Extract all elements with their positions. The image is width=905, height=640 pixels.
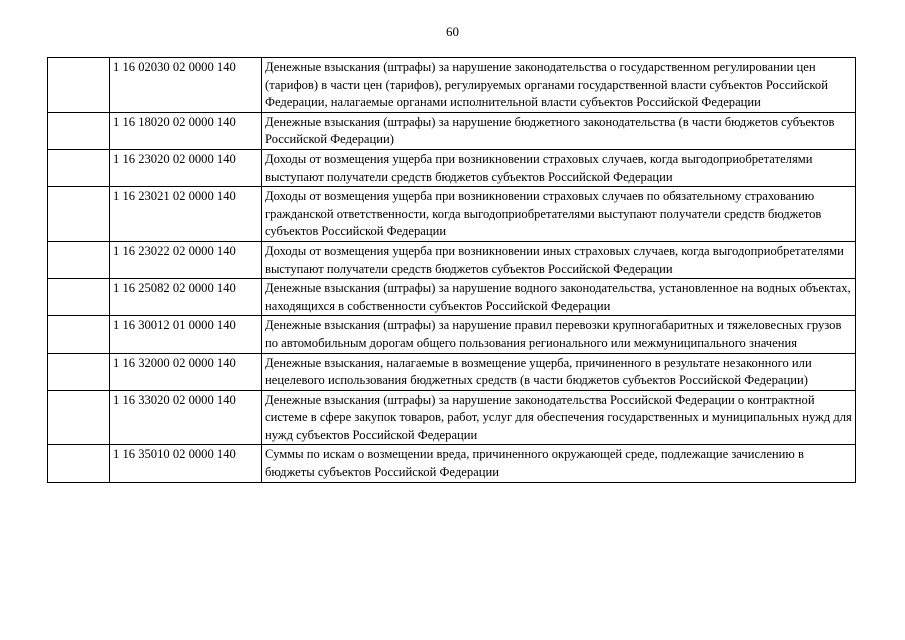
admin-code-cell	[48, 58, 110, 113]
revenue-name-cell: Доходы от возмещения ущерба при возникновении иных страховых случаев, когда выгодоприобретателями выступают получатели средств бюджетов субъектов Российской Федерации	[262, 241, 856, 278]
revenue-name-cell: Доходы от возмещения ущерба при возникновении страховых случаев по обязательному страхованию гражданской ответственности, когда выгодоприобретателями выступают получатели средств бюджетов субъектов Российской Федерации	[262, 187, 856, 242]
table-row	[48, 353, 856, 390]
revenue-name-cell: Денежные взыскания (штрафы) за нарушение законодательства Российской Федерации о контрактной системе в сфере закупок товаров, работ, услуг для обеспечения государственных и муниципальных нужд для нужд субъектов Российской Федерации	[262, 390, 856, 445]
page-number: 60	[446, 24, 459, 39]
revenue-code-cell: 1 16 33020 02 0000 140	[110, 390, 262, 445]
revenue-code-cell: 1 16 32000 02 0000 140	[110, 353, 262, 390]
revenue-code-cell: 1 16 02030 02 0000 140	[110, 58, 262, 113]
table-row	[48, 187, 856, 242]
revenue-name-cell: Денежные взыскания (штрафы) за нарушение водного законодательства, установленное на водных объектах, находящихся в собственности субъектов Российской Федерации	[262, 279, 856, 316]
admin-code-cell	[48, 187, 110, 242]
revenue-codes-table	[47, 57, 856, 483]
revenue-code-cell: 1 16 35010 02 0000 140	[110, 445, 262, 482]
admin-code-cell	[48, 241, 110, 278]
revenue-code-cell: 1 16 18020 02 0000 140	[110, 112, 262, 149]
table-row	[48, 112, 856, 149]
table-row	[48, 316, 856, 353]
revenue-name-cell: Денежные взыскания, налагаемые в возмещение ущерба, причиненного в результате незаконного или нецелевого использования бюджетных средств (в части бюджетов субъектов Российской Федерации)	[262, 353, 856, 390]
table-row	[48, 445, 856, 482]
revenue-name-cell: Денежные взыскания (штрафы) за нарушение законодательства о государственном регулировании цен (тарифов) в части цен (тарифов), регулируемых органами государственной власти субъектов Российской Федерации, налагаемые органами исполнительной власти субъектов Российской Федерации	[262, 58, 856, 113]
admin-code-cell	[48, 445, 110, 482]
admin-code-cell	[48, 279, 110, 316]
revenue-code-cell: 1 16 23020 02 0000 140	[110, 149, 262, 186]
table-row	[48, 241, 856, 278]
revenue-code-cell: 1 16 23022 02 0000 140	[110, 241, 262, 278]
revenue-code-cell: 1 16 25082 02 0000 140	[110, 279, 262, 316]
table-row	[48, 279, 856, 316]
admin-code-cell	[48, 149, 110, 186]
table-row	[48, 58, 856, 113]
table-body	[48, 58, 856, 483]
admin-code-cell	[48, 390, 110, 445]
table-row	[48, 149, 856, 186]
revenue-name-cell: Денежные взыскания (штрафы) за нарушение правил перевозки крупногабаритных и тяжеловесных грузов по автомобильным дорогам общего пользования регионального или межмуниципального значения	[262, 316, 856, 353]
revenue-code-cell: 1 16 23021 02 0000 140	[110, 187, 262, 242]
revenue-name-cell: Доходы от возмещения ущерба при возникновении страховых случаев, когда выгодоприобретателями выступают получатели средств бюджетов субъектов Российской Федерации	[262, 149, 856, 186]
table-row	[48, 390, 856, 445]
revenue-code-cell: 1 16 30012 01 0000 140	[110, 316, 262, 353]
admin-code-cell	[48, 112, 110, 149]
revenue-name-cell: Денежные взыскания (штрафы) за нарушение бюджетного законодательства (в части бюджетов субъектов Российской Федерации)	[262, 112, 856, 149]
admin-code-cell	[48, 316, 110, 353]
revenue-name-cell: Суммы по искам о возмещении вреда, причиненного окружающей среде, подлежащие зачислению в бюджеты субъектов Российской Федерации	[262, 445, 856, 482]
admin-code-cell	[48, 353, 110, 390]
